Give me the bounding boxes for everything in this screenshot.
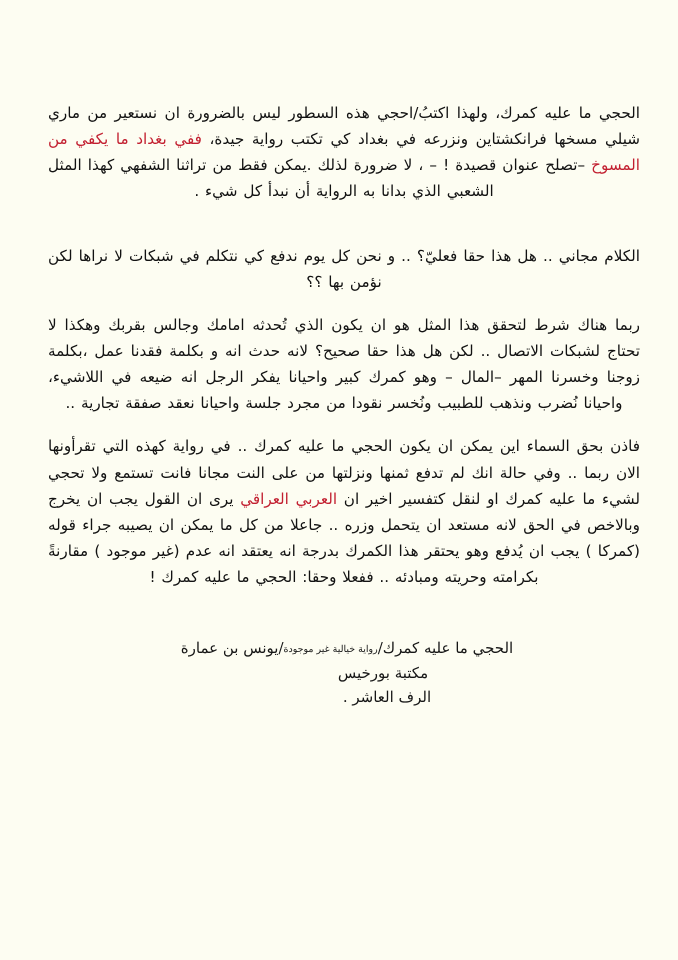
citation-note: رواية خيالية غير موجودة [283, 644, 378, 656]
paragraph-4-part-b: يرى ان القول يجب ان يخرج وبالاخص في الحق لانه مستعد ان يتحمل وزره .. جاعلا من كل ما يمكن ان يصيبه جراء قوله (كمركا ) يجب ان يُدفع وهو يحتقر هذا الكمرك بدرجة انه يعتقد انه عدم (غير موجود ) مقارنةً بكرامته وحريته ومبادئه .. ففعلا وحقا: الحجي ما عليه كمرك ! [48, 489, 640, 587]
paragraph-1-highlight: ففي بغداد ما يكفي من المسوخ [48, 130, 640, 175]
citation-block [48, 636, 640, 709]
citation-title: الحجي ما عليه كمرك [382, 639, 514, 658]
paragraph-4-part-a: فاذن بحق السماء اين يمكن ان يكون الحجي ما عليه كمرك .. في رواية كهذه التي تقرأونها الان ربما .. وفي حالة انك لم تدفع ثمنها ونزلتها من على النت مجانا فانت تستمع ولا تحجي لشيء ما عليه كمرك او لنقل كتفسير اخير ان [48, 437, 641, 508]
paragraph-4 [48, 433, 640, 590]
citation-separator-1: / [377, 639, 383, 658]
paragraph-1-part-a: الحجي ما عليه كمرك، ولهذا اكتبُ/احجي هذه السطور ليس بالضرورة ان نستعير من ماري شيلي مسخها فرانكشتاين ونزرعه في بغداد كي تكتب رواية جيدة، [48, 104, 640, 149]
paragraph-spacer [48, 222, 640, 243]
paragraph-2: الكلام مجاني .. هل هذا حقا فعليّ؟ .. و نحن كل يوم ندفع كي نتكلم في شبكات لا نراها لكن نؤمن بها ؟؟ [48, 246, 640, 291]
citation-line-title [48, 636, 640, 660]
paragraph-4-highlight: العربي العراقي [240, 489, 338, 508]
document-body [48, 100, 640, 590]
paragraph-3: ربما هناك شرط لتحقق هذا المثل هو ان يكون الذي تُحدثه امامك وجالس بقربك وهكذا لا تحتاج لشبكات الاتصال .. لكن هل هذا حقا صحيح؟ لانه حدث انه و بكلمة فقدنا عمل ،بكلمة زوجنا وخسرنا المهر –المال – وهو كمرك كبير واحيانا يفكر الرجل انه ضيعه في اللاشيء، واحيانا نُضرب ونذهب للطبيب ونُخسر نقودا من مجرد جلسة واحيانا نعقد صفقة تجارية .. [48, 315, 640, 413]
citation-library: مكتبة بورخيس [337, 663, 429, 682]
citation-shelf: الرف العاشر . [342, 687, 432, 706]
paragraph-1 [48, 100, 640, 205]
paragraph-1-part-b: –تصلح عنوان قصيدة ! – ، لا ضرورة لذلك .يمكن فقط من تراثنا الشفهي كهذا المثل الشعبي الذي بدانا به الرواية أن نبدأ كل شيء . [48, 156, 592, 201]
citation-separator-2: / [278, 639, 284, 658]
citation-author: يونس بن عمارة [180, 639, 279, 658]
